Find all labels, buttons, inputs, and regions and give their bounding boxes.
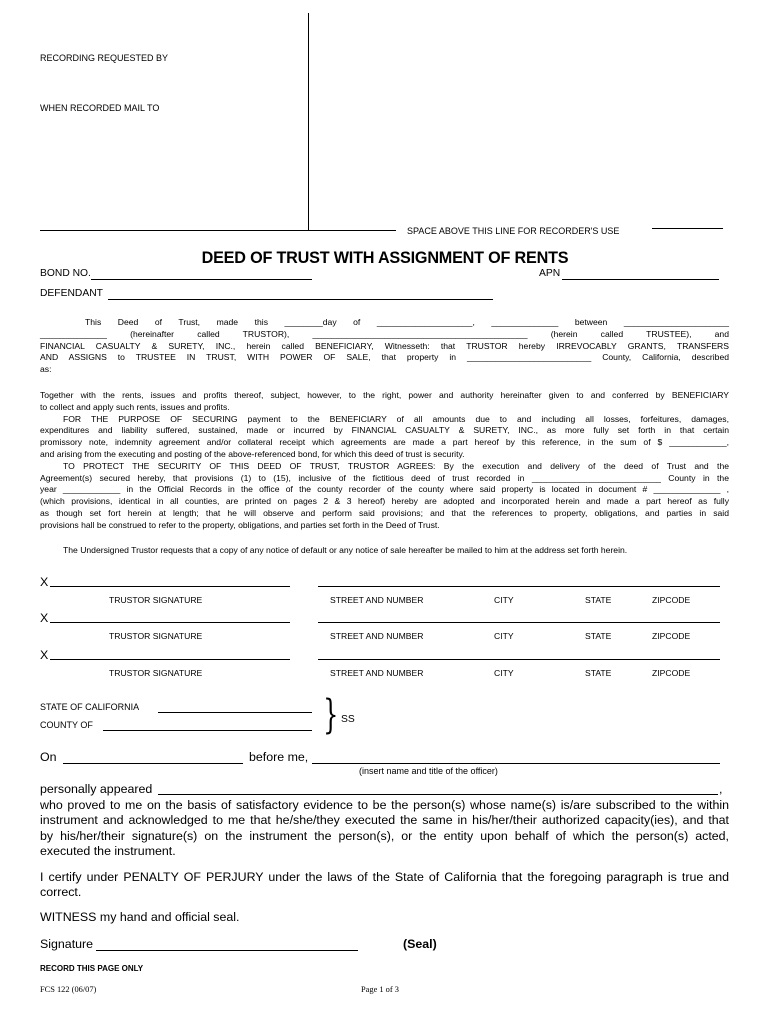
x-mark: X <box>40 575 49 589</box>
date-field[interactable] <box>63 763 243 764</box>
x-mark: X <box>40 648 49 662</box>
venue-brace: } <box>323 692 339 738</box>
recorder-right-rule <box>652 228 723 229</box>
paragraph-line: as though set fort herein at length; that he will observe and perform said provisions; and that the references to property, obligations, and parties in said <box>40 507 729 518</box>
state-caption: STATE <box>585 595 612 605</box>
paragraph-line: TO PROTECT THE SECURITY OF THIS DEED OF TRUST, TRUSTOR AGREES: By the execution and delivery of the deed of Trust and the <box>63 460 729 471</box>
county-field[interactable] <box>103 730 312 731</box>
paragraph-line: provisions hall be construed to refer to the property, obligations, and parties set forth in the Deed of Trust. <box>40 519 440 530</box>
address-line[interactable] <box>318 622 720 623</box>
document-title: DEED OF TRUST WITH ASSIGNMENT OF RENTS <box>201 249 569 267</box>
apn-field[interactable] <box>562 279 719 280</box>
paragraph-line: FOR THE PURPOSE OF SECURING payment to the BENEFICIARY of all amounts due to and including all losses, forfeitures, damages, <box>63 413 729 424</box>
trustor-signature-line[interactable] <box>50 586 290 587</box>
state-of-california-label: STATE OF CALIFORNIA <box>40 702 140 712</box>
before-me-label: before me, <box>249 750 309 764</box>
trustor-signature-caption: TRUSTOR SIGNATURE <box>109 631 203 641</box>
zipcode-caption: ZIPCODE <box>652 668 691 678</box>
page-number: Page 1 of 3 <box>361 985 399 994</box>
paragraph-line: Together with the rents, issues and profits thereof, subject, however, to the right, power and authority hereinafter given to and conferred by BENEFICIARY <box>40 390 729 400</box>
officer-name-field[interactable] <box>312 763 720 764</box>
ss-label: SS <box>341 714 355 725</box>
address-line[interactable] <box>318 586 720 587</box>
x-mark: X <box>40 611 49 625</box>
paragraph-line: ______________ (hereinafter called TRUSTOR), _____________________________________________ (herein called TRUSTEE), and <box>40 328 729 339</box>
signature-label: Signature <box>40 937 94 951</box>
paragraph-line: Agreement(s) secured hereby, that provisions (1) to (15), inclusive of the fictitious deed of trust recorded in ___________________________ County in the <box>40 472 729 483</box>
recording-requested-by: RECORDING REQUESTED BY <box>40 53 169 63</box>
notary-signature-line[interactable] <box>96 950 358 951</box>
bond-no-label: BOND NO. <box>40 268 91 279</box>
defendant-field[interactable] <box>108 299 493 300</box>
seal-label: (Seal) <box>403 937 437 951</box>
recorder-horizontal-divider <box>40 230 396 231</box>
when-recorded-mail-to: WHEN RECORDED MAIL TO <box>40 103 160 113</box>
paragraph-line: This Deed of Trust, made this ________day of ____________________, ______________ between ______________________ <box>85 317 729 327</box>
personally-appeared-label: personally appeared <box>40 782 153 796</box>
paragraph-line: executed the instrument. <box>40 843 176 858</box>
paragraph-line: as: <box>40 364 52 375</box>
paragraph-line: by his/her/their signature(s) on the instrument the person(s), or the entity upon behalf of which the person(s) acted, <box>40 828 729 843</box>
insert-name-caption: (insert name and title of the officer) <box>359 766 498 776</box>
zipcode-caption: ZIPCODE <box>652 595 691 605</box>
address-line[interactable] <box>318 659 720 660</box>
bond-no-field[interactable] <box>91 279 312 280</box>
defendant-label: DEFENDANT <box>40 288 103 299</box>
paragraph-line: instrument and acknowledged to me that he/she/they executed the same in his/her/their authorized capacity(ies), and that <box>40 813 729 828</box>
comma: , <box>719 782 723 796</box>
paragraph-line: year ____________ in the Official Records in the office of the county recorder of the county where said property is located in document # ______________ , <box>40 484 729 495</box>
city-caption: CITY <box>494 631 514 641</box>
city-caption: CITY <box>494 595 514 605</box>
paragraph-line: FINANCIAL CASUALTY & SURETY, INC., herein called BENEFICIARY, Witnesseth: that TRUSTOR hereby IRREVOCABLY GRANTS, TRANSFERS <box>40 340 729 351</box>
state-caption: STATE <box>585 668 612 678</box>
paragraph-line: promissory note, indemnity agreement and/or collateral receipt which agreements are made a part hereof by this reference, in the sum of $ ____________, <box>40 437 729 448</box>
trustor-signature-caption: TRUSTOR SIGNATURE <box>109 668 203 678</box>
trustor-signature-line[interactable] <box>50 659 290 660</box>
request-notice: The Undersigned Trustor requests that a copy of any notice of default or any notice of sale hereafter be mailed to him at the address set forth herein. <box>63 545 628 555</box>
deed-intro-paragraph <box>40 317 729 376</box>
trustor-signature-line[interactable] <box>50 622 290 623</box>
state-field[interactable] <box>158 712 312 713</box>
paragraph-line: expenditures and liability suffered, sustained, made or incurred by FINANCIAL CASUALTY & SURETY, INC., as more fully set forth in that certain <box>40 425 729 436</box>
form-code: FCS 122 (06/07) <box>40 985 97 994</box>
paragraph-line: who proved to me on the basis of satisfactory evidence to be the person(s) whose name(s) is/are subscribed to the within <box>40 798 729 812</box>
on-label: On <box>40 750 57 764</box>
state-caption: STATE <box>585 631 612 641</box>
paragraph-line: to collect and apply such rents, issues and profits. <box>40 401 230 412</box>
trustor-signature-caption: TRUSTOR SIGNATURE <box>109 595 203 605</box>
appeared-name-field[interactable] <box>158 794 718 795</box>
street-caption: STREET AND NUMBER <box>330 668 424 678</box>
paragraph-line: I certify under PENALTY OF PERJURY under the laws of the State of California that the foregoing paragraph is true and <box>40 870 729 884</box>
paragraph-line: AND ASSIGNS to TRUSTEE IN TRUST, WITH POWER OF SALE, that property in __________________________ County, California, described <box>40 352 729 363</box>
street-caption: STREET AND NUMBER <box>330 595 424 605</box>
zipcode-caption: ZIPCODE <box>652 631 691 641</box>
city-caption: CITY <box>494 668 514 678</box>
apn-label: APN <box>539 268 561 279</box>
proved-paragraph <box>40 798 729 859</box>
recorder-note: SPACE ABOVE THIS LINE FOR RECORDER'S USE <box>407 226 620 236</box>
paragraph-line: (which provisions, identical in all counties, are printed on pages 2 & 3 hereof) hereby are adopted and incorporated herein and made a part hereof as fully <box>40 496 729 507</box>
certify-paragraph <box>40 870 729 901</box>
paragraph-line: correct. <box>40 885 82 900</box>
street-caption: STREET AND NUMBER <box>330 631 424 641</box>
recorder-vertical-divider <box>308 13 309 231</box>
deed-terms-paragraph <box>40 390 729 532</box>
witness-text: WITNESS my hand and official seal. <box>40 910 240 924</box>
paragraph-line: and arising from the executing and posting of the above-referenced bond, for which this deed of trust is security. <box>40 448 465 459</box>
record-this-page-only: RECORD THIS PAGE ONLY <box>40 964 144 973</box>
county-of-label: COUNTY OF <box>40 720 93 730</box>
